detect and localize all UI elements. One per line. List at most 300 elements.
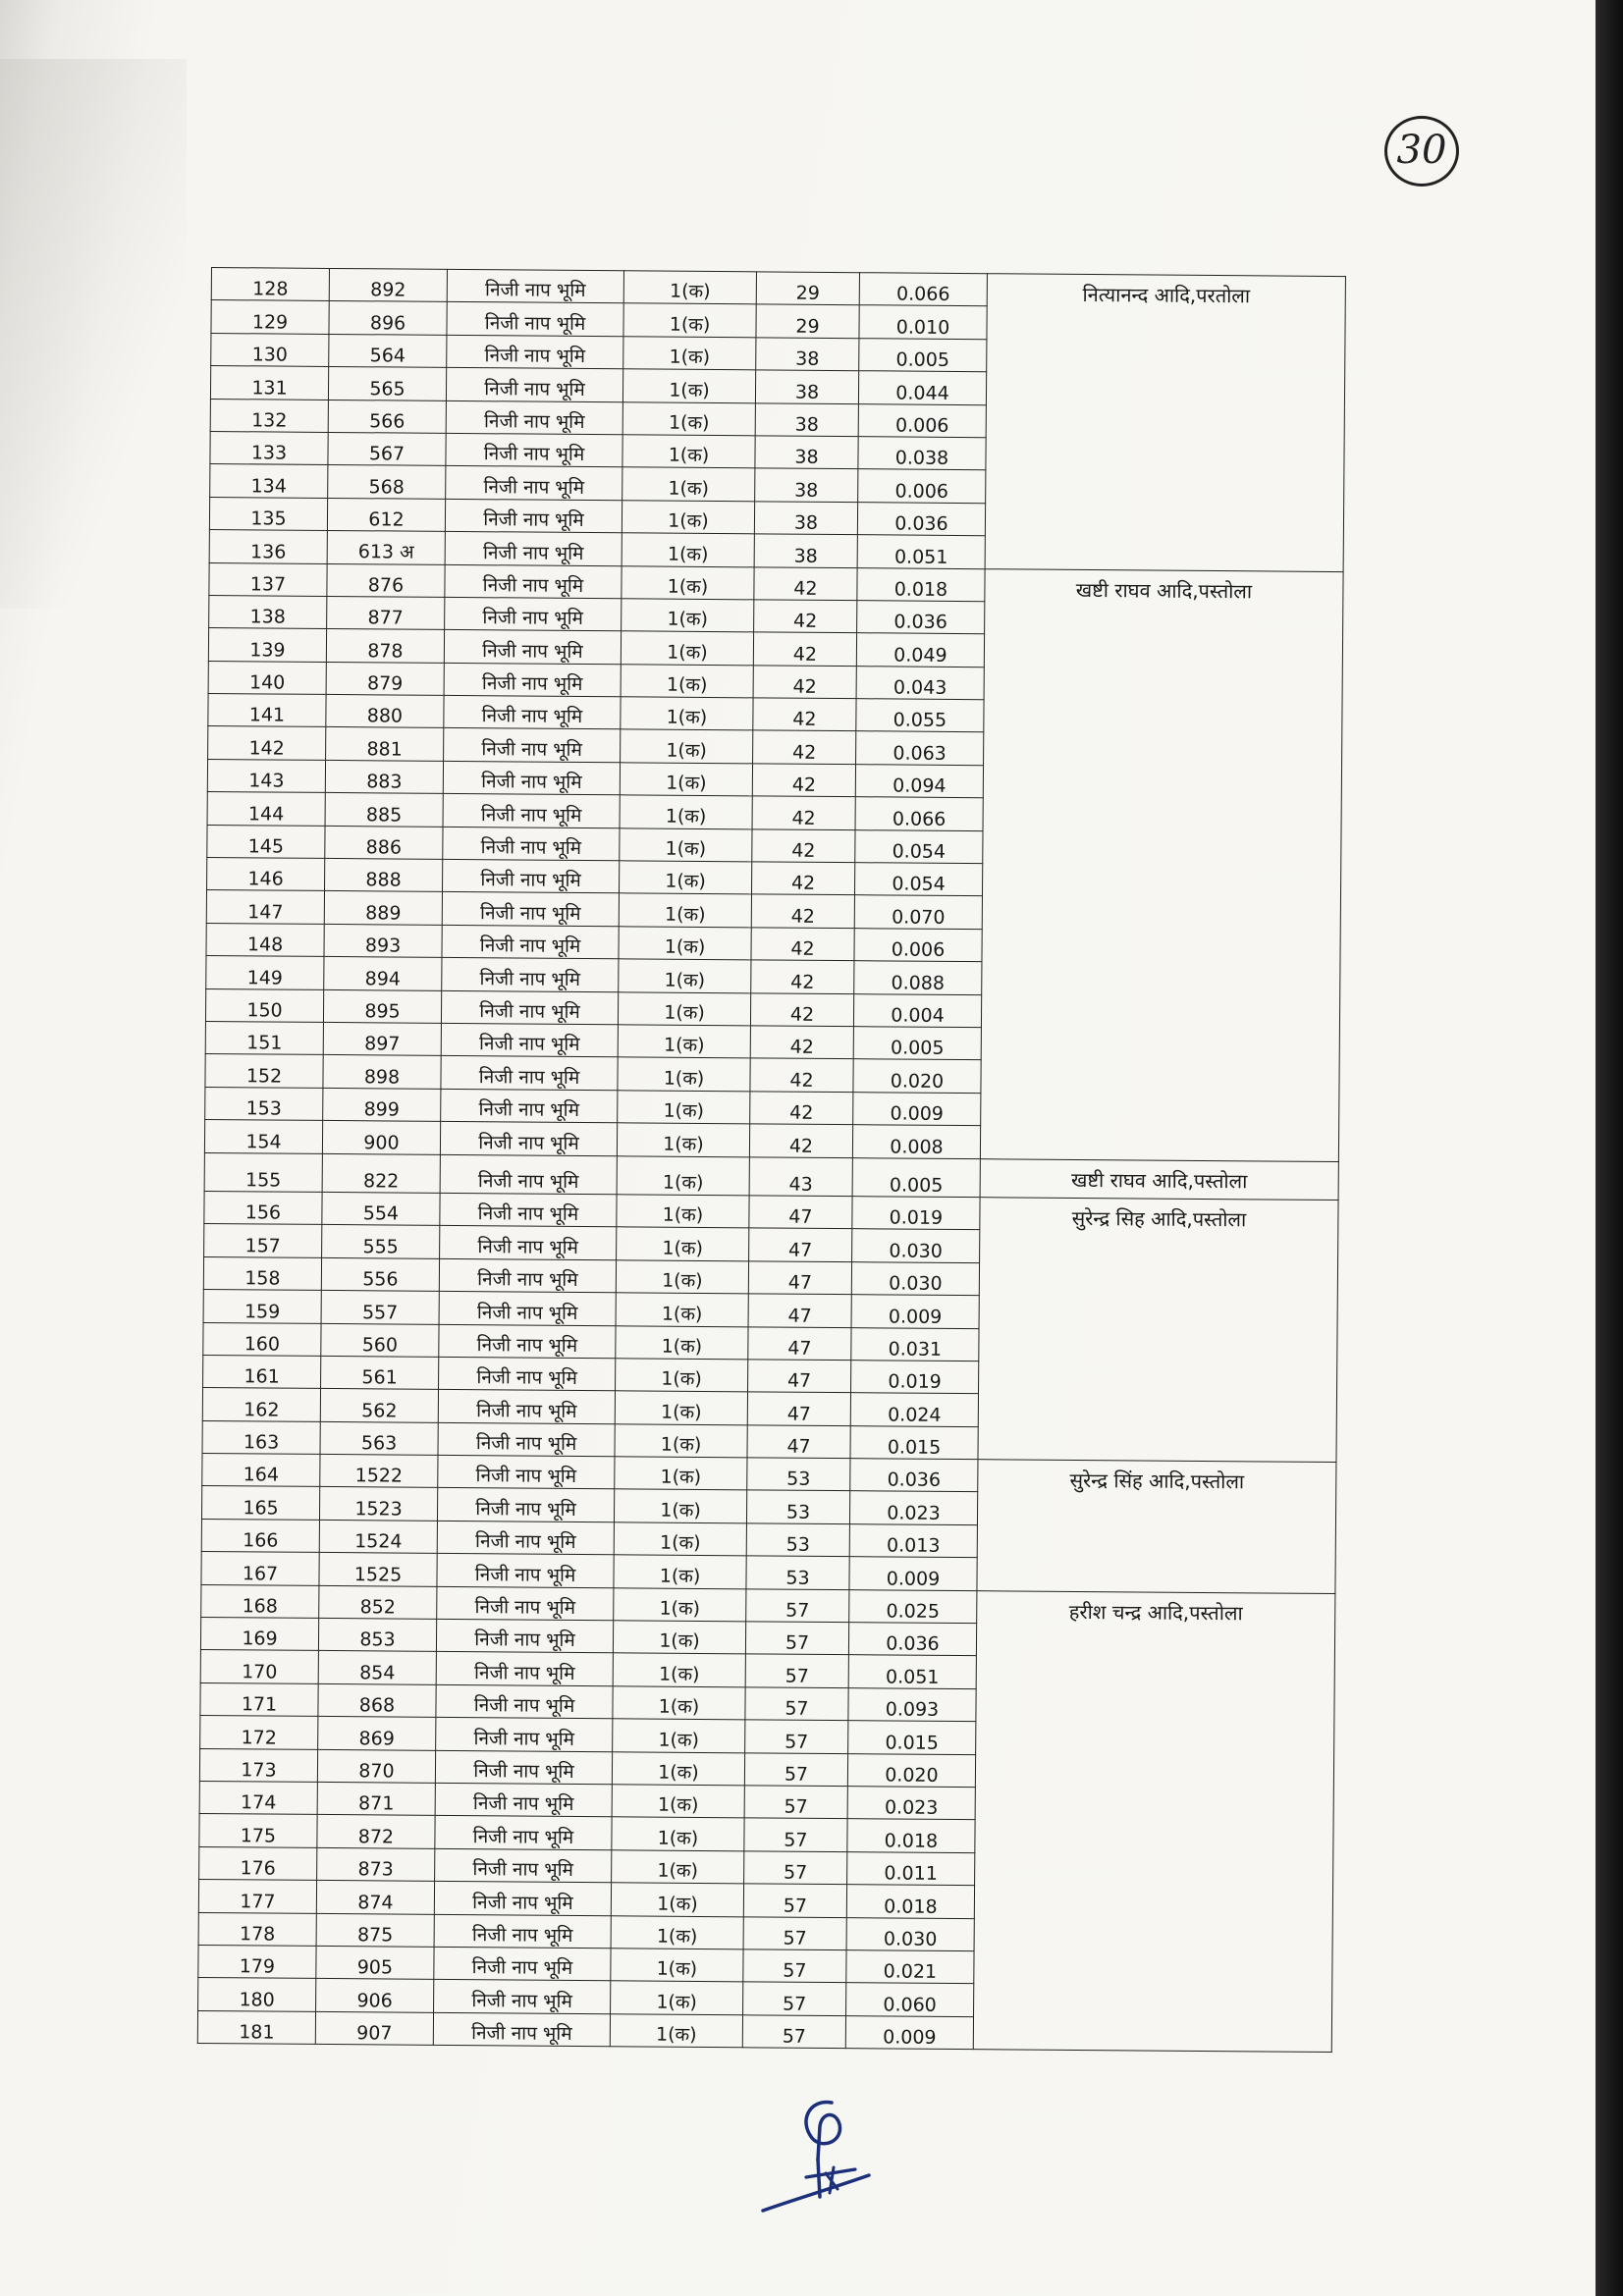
cell-category: 1(क) (613, 1621, 745, 1654)
cell-area: 0.038 (858, 437, 986, 470)
cell-category: 1(क) (612, 1817, 744, 1850)
cell-sn: 148 (206, 923, 324, 956)
cell-land-type: निजी नाप भूमि (444, 695, 621, 729)
cell-category: 1(क) (613, 1653, 745, 1686)
cell-sn: 169 (200, 1617, 318, 1650)
cell-sn: 163 (202, 1420, 320, 1454)
cell-khata: 57 (742, 2015, 845, 2049)
cell-khata: 42 (751, 928, 854, 961)
cell-khata: 47 (748, 1261, 851, 1295)
cell-land-type: निजी नाप भूमि (439, 1291, 616, 1325)
cell-area: 0.020 (853, 1059, 981, 1093)
cell-khata: 47 (748, 1294, 851, 1327)
cell-category: 1(क) (618, 1057, 750, 1091)
cell-plot: 560 (321, 1323, 439, 1357)
cell-land-type: निजी नाप भूमि (433, 2012, 610, 2047)
cell-area: 0.055 (856, 699, 984, 732)
cell-plot: 877 (327, 596, 445, 629)
cell-sn: 145 (207, 825, 325, 858)
cell-plot: 888 (325, 858, 443, 891)
cell-plot: 1522 (320, 1454, 438, 1487)
cell-category: 1(क) (615, 1457, 747, 1490)
cell-area: 0.005 (859, 338, 987, 371)
cell-sn: 175 (199, 1814, 317, 1847)
cell-land-type: निजी नाप भूमि (445, 564, 622, 599)
cell-land-type: निजी नाप भूमि (434, 1980, 611, 2014)
cell-area: 0.066 (855, 797, 983, 830)
cell-sn: 181 (197, 2010, 315, 2044)
cell-sn: 161 (203, 1355, 321, 1388)
cell-category: 1(क) (611, 1883, 743, 1916)
cell-area: 0.030 (852, 1229, 980, 1262)
cell-plot: 1524 (319, 1520, 437, 1553)
cell-land-type: निजी नाप भूमि (442, 925, 619, 959)
cell-category: 1(क) (612, 1785, 744, 1818)
cell-plot: 561 (321, 1356, 439, 1389)
cell-area: 0.009 (849, 1557, 977, 1590)
cell-plot: 854 (318, 1651, 436, 1684)
cell-plot: 557 (321, 1291, 439, 1324)
cell-sn: 135 (209, 497, 327, 530)
cell-category: 1(क) (623, 271, 756, 304)
cell-category: 1(क) (617, 1123, 749, 1156)
cell-land-type: निजी नाप भूमि (439, 1258, 616, 1293)
cell-land-type: निजी नाप भूमि (444, 630, 621, 665)
cell-plot: 554 (322, 1192, 440, 1225)
cell-area: 0.049 (856, 633, 984, 667)
cell-sn: 140 (208, 661, 326, 694)
cell-area: 0.024 (850, 1393, 978, 1426)
cell-land-type: निजी नाप भूमि (442, 958, 619, 992)
cell-khata: 47 (748, 1360, 851, 1393)
cell-khata: 42 (750, 1058, 853, 1092)
cell-plot: 564 (329, 334, 447, 367)
cell-land-type: निजी नाप भूमि (434, 1881, 611, 1915)
cell-khata: 42 (751, 894, 854, 928)
cell-plot: 898 (323, 1055, 441, 1089)
cell-area: 0.015 (850, 1425, 978, 1459)
cell-plot: 567 (328, 432, 446, 465)
cell-category: 1(क) (619, 959, 751, 992)
cell-land-type: निजी नाप भूमि (444, 663, 621, 697)
cell-sn: 172 (200, 1716, 318, 1749)
cell-land-type: निजी नाप भूमि (442, 892, 619, 927)
cell-sn: 128 (211, 268, 329, 301)
cell-plot: 885 (325, 793, 443, 827)
cell-category: 1(क) (615, 1423, 747, 1457)
cell-khata: 47 (749, 1228, 852, 1261)
cell-area: 0.020 (847, 1753, 975, 1787)
cell-owner: सुरेन्द्र सिह आदि,पस्तोला (978, 1198, 1338, 1463)
cell-land-type: निजी नाप भूमि (441, 1089, 618, 1123)
cell-sn: 157 (204, 1224, 322, 1257)
cell-khata: 38 (755, 370, 858, 403)
cell-area: 0.023 (849, 1491, 977, 1524)
cell-category: 1(क) (616, 1259, 748, 1293)
cell-plot: 886 (325, 826, 443, 859)
cell-area: 0.009 (851, 1295, 979, 1328)
cell-land-type: निजी नाप भूमि (439, 1324, 616, 1359)
cell-khata: 38 (755, 468, 858, 502)
cell-owner: हरीश चन्द्र आदि,पस्तोला (973, 1590, 1335, 2052)
cell-land-type: निजी नाप भूमि (436, 1684, 613, 1719)
cell-khata: 38 (754, 534, 857, 567)
cell-category: 1(क) (611, 1949, 743, 1982)
cell-khata: 57 (743, 1982, 846, 2015)
cell-khata: 38 (756, 338, 859, 371)
cell-owner: सुरेन्द्र सिंह आदि,पस्तोला (977, 1460, 1336, 1593)
cell-sn: 180 (198, 1978, 316, 2011)
cell-area: 0.070 (854, 895, 982, 929)
cell-sn: 174 (199, 1781, 317, 1814)
cell-khata: 42 (751, 862, 854, 895)
cell-category: 1(क) (622, 467, 755, 501)
cell-plot: 907 (315, 2011, 433, 2045)
cell-plot: 853 (318, 1618, 436, 1651)
cell-khata: 57 (746, 1588, 849, 1622)
cell-category: 1(क) (622, 501, 754, 534)
cell-khata: 47 (749, 1196, 852, 1229)
cell-khata: 53 (746, 1556, 849, 1589)
land-record-table (197, 267, 1346, 2053)
cell-owner: खष्टी राघव आदि,पस्तोला (980, 568, 1343, 1161)
cell-plot: 879 (326, 662, 444, 695)
cell-area: 0.018 (847, 1819, 975, 1852)
cell-area: 0.054 (854, 863, 982, 896)
cell-sn: 149 (206, 956, 324, 989)
cell-land-type: निजी नाप भूमि (435, 1750, 612, 1785)
cell-khata: 57 (743, 1916, 846, 1949)
cell-category: 1(क) (619, 893, 751, 927)
cell-area: 0.043 (856, 666, 984, 699)
cell-category: 1(क) (620, 795, 752, 828)
cell-khata: 43 (749, 1156, 852, 1196)
cell-land-type: निजी नाप भूमि (435, 1816, 612, 1850)
cell-area: 0.018 (857, 567, 985, 601)
cell-sn: 179 (198, 1945, 316, 1978)
cell-area: 0.005 (853, 1027, 981, 1060)
cell-category: 1(क) (613, 1719, 745, 1752)
cell-sn: 160 (203, 1322, 321, 1356)
cell-category: 1(क) (622, 533, 754, 566)
cell-land-type: निजी नाप भूमि (443, 859, 620, 893)
cell-area: 0.004 (853, 993, 981, 1027)
cell-sn: 143 (207, 759, 325, 792)
cell-plot: 822 (322, 1153, 440, 1193)
cell-plot: 889 (324, 891, 442, 925)
cell-land-type: निजी नाप भूमि (438, 1422, 615, 1457)
cell-area: 0.036 (848, 1623, 976, 1656)
cell-area: 0.063 (856, 731, 984, 765)
cell-category: 1(क) (614, 1587, 746, 1621)
cell-plot: 874 (316, 1881, 434, 1914)
cell-khata: 57 (743, 1884, 846, 1917)
cell-category: 1(क) (621, 729, 753, 763)
cell-plot: 868 (318, 1683, 436, 1717)
cell-area: 0.019 (851, 1361, 979, 1394)
cell-area: 0.018 (846, 1885, 974, 1918)
cell-land-type: निजी नाप भूमि (435, 1848, 612, 1883)
cell-plot: 875 (316, 1913, 434, 1947)
cell-sn: 155 (204, 1152, 322, 1192)
cell-area: 0.021 (846, 1950, 974, 1984)
cell-khata: 53 (746, 1523, 849, 1557)
cell-khata: 29 (756, 304, 859, 338)
cell-land-type: निजी नाप भूमि (446, 433, 622, 467)
cell-khata: 57 (745, 1687, 848, 1721)
cell-category: 1(क) (617, 1155, 749, 1195)
cell-category: 1(क) (610, 2013, 742, 2047)
cell-plot: 895 (323, 989, 441, 1023)
cell-category: 1(क) (618, 1091, 750, 1124)
cell-land-type: निजी नाप भूमि (443, 827, 620, 861)
cell-category: 1(क) (620, 828, 752, 861)
cell-category: 1(क) (611, 1981, 743, 2014)
cell-area: 0.013 (849, 1523, 977, 1557)
cell-plot: 1525 (319, 1553, 437, 1586)
cell-category: 1(क) (616, 1325, 748, 1359)
scan-edge (1596, 0, 1623, 2296)
cell-land-type: निजी नाप भूमि (437, 1488, 614, 1522)
cell-area: 0.030 (846, 1917, 974, 1950)
cell-sn: 167 (201, 1552, 319, 1585)
cell-sn: 146 (207, 858, 325, 891)
cell-land-type: निजी नाप भूमि (445, 597, 622, 631)
cell-category: 1(क) (623, 337, 756, 370)
cell-sn: 130 (211, 333, 329, 366)
page-fold-shadow (0, 59, 187, 609)
page-number-stamp: 30 (1384, 116, 1459, 187)
cell-land-type: निजी नाप भूमि (441, 1056, 618, 1091)
cell-plot: 566 (328, 400, 446, 433)
cell-land-type: निजी नाप भूमि (438, 1390, 615, 1424)
cell-land-type: निजी नाप भूमि (441, 990, 618, 1025)
cell-area: 0.015 (848, 1721, 976, 1754)
cell-category: 1(क) (614, 1489, 746, 1522)
signature (761, 2091, 889, 2218)
cell-sn: 162 (202, 1388, 320, 1421)
cell-area: 0.023 (847, 1787, 975, 1820)
cell-category: 1(क) (620, 763, 752, 796)
cell-land-type: निजी नाप भूमि (445, 499, 622, 533)
cell-sn: 141 (208, 694, 326, 727)
cell-land-type: निजी नाप भूमि (440, 1193, 617, 1227)
cell-khata: 42 (753, 666, 856, 699)
cell-category: 1(क) (613, 1686, 745, 1720)
cell-land-type: निजी नाप भूमि (447, 335, 623, 369)
cell-khata: 38 (755, 402, 858, 436)
cell-category: 1(क) (623, 303, 756, 337)
cell-khata: 47 (748, 1326, 851, 1360)
cell-area: 0.093 (848, 1687, 976, 1721)
cell-plot: 852 (319, 1585, 437, 1619)
cell-khata: 57 (745, 1654, 848, 1687)
cell-plot: 870 (317, 1749, 435, 1783)
cell-plot: 883 (325, 760, 443, 793)
cell-category: 1(क) (618, 991, 750, 1025)
cell-khata: 42 (754, 600, 857, 633)
cell-category: 1(क) (612, 1850, 744, 1884)
cell-category: 1(क) (614, 1555, 746, 1588)
cell-sn: 158 (203, 1256, 321, 1290)
cell-khata: 42 (753, 698, 856, 731)
cell-plot: 1523 (319, 1487, 437, 1521)
cell-category: 1(क) (614, 1522, 746, 1556)
cell-area: 0.025 (849, 1589, 977, 1623)
cell-area: 0.009 (845, 2015, 973, 2049)
cell-sn: 139 (208, 628, 326, 662)
cell-sn: 165 (201, 1486, 319, 1520)
cell-khata: 42 (752, 796, 855, 829)
cell-area: 0.051 (848, 1655, 976, 1688)
cell-category: 1(क) (619, 927, 751, 960)
cell-sn: 156 (204, 1191, 322, 1224)
cell-land-type: निजी नाप भूमि (443, 794, 620, 828)
cell-area: 0.009 (853, 1092, 981, 1125)
cell-khata: 42 (752, 828, 855, 862)
cell-khata: 38 (754, 502, 857, 535)
cell-category: 1(क) (622, 401, 755, 435)
cell-plot: 562 (320, 1389, 438, 1422)
cell-khata: 57 (744, 1818, 847, 1851)
cell-khata: 57 (744, 1786, 847, 1819)
cell-khata: 57 (744, 1851, 847, 1885)
cell-plot: 869 (318, 1717, 436, 1750)
cell-plot: 881 (326, 727, 444, 761)
cell-land-type: निजी नाप भूमि (436, 1718, 613, 1752)
cell-category: 1(क) (618, 1025, 750, 1058)
cell-plot: 556 (321, 1257, 439, 1291)
cell-area: 0.008 (852, 1125, 980, 1158)
cell-area: 0.031 (851, 1327, 979, 1361)
cell-category: 1(क) (617, 1227, 749, 1260)
cell-land-type: निजी नाप भूमि (447, 302, 623, 337)
cell-area: 0.010 (859, 305, 987, 339)
cell-land-type: निजी नाप भूमि (437, 1521, 614, 1555)
cell-sn: 166 (201, 1519, 319, 1552)
cell-category: 1(क) (617, 1195, 749, 1228)
cell-khata: 42 (754, 566, 857, 600)
cell-owner: नित्यानन्द आदि,परतोला (985, 274, 1345, 571)
cell-plot: 563 (320, 1421, 438, 1455)
cell-sn: 129 (211, 300, 329, 334)
cell-land-type: निजी नाप भूमि (436, 1619, 613, 1653)
cell-area: 0.030 (851, 1261, 979, 1295)
cell-sn: 144 (207, 792, 325, 826)
cell-land-type: निजी नाप भूमि (440, 1226, 617, 1260)
cell-category: 1(क) (611, 1915, 743, 1949)
cell-sn: 178 (198, 1912, 316, 1946)
cell-area: 0.005 (852, 1157, 980, 1197)
cell-plot: 905 (316, 1946, 434, 1979)
cell-khata: 42 (750, 1026, 853, 1059)
cell-land-type: निजी नाप भूमि (437, 1554, 614, 1588)
cell-land-type: निजी नाप भूमि (447, 269, 623, 303)
cell-area: 0.011 (847, 1851, 975, 1885)
cell-khata: 42 (753, 632, 856, 666)
cell-plot: 565 (328, 367, 446, 400)
cell-land-type: निजी नाप भूमि (446, 368, 622, 402)
cell-plot: 878 (326, 629, 444, 663)
cell-khata: 53 (747, 1458, 850, 1491)
cell-sn: 137 (209, 562, 327, 596)
cell-land-type: निजी नाप भूमि (437, 1586, 614, 1621)
cell-land-type: निजी नाप भूमि (435, 1783, 612, 1817)
cell-sn: 154 (204, 1120, 322, 1153)
table-body (197, 268, 1345, 2053)
cell-sn: 138 (209, 595, 327, 628)
cell-khata: 42 (753, 730, 856, 764)
cell-category: 1(क) (621, 631, 753, 665)
cell-area: 0.044 (858, 371, 986, 404)
cell-plot: 873 (317, 1847, 435, 1881)
cell-plot: 613 अ (327, 531, 445, 564)
cell-khata: 42 (749, 1124, 852, 1157)
cell-area: 0.036 (857, 601, 985, 634)
cell-category: 1(क) (622, 599, 754, 632)
cell-khata: 29 (756, 272, 859, 305)
cell-sn: 132 (210, 399, 328, 432)
cell-category: 1(क) (620, 861, 752, 894)
cell-category: 1(क) (621, 664, 753, 697)
cell-sn: 151 (205, 1021, 323, 1054)
cell-khata: 53 (746, 1490, 849, 1523)
cell-area: 0.006 (854, 928, 982, 961)
cell-sn: 134 (210, 464, 328, 498)
cell-khata: 57 (743, 1949, 846, 1983)
cell-plot: 896 (329, 301, 447, 335)
cell-khata: 42 (752, 764, 855, 797)
cell-khata: 42 (751, 960, 854, 993)
cell-land-type: निजी नाप भूमि (440, 1154, 617, 1195)
cell-plot: 555 (322, 1225, 440, 1258)
cell-category: 1(क) (622, 565, 754, 599)
cell-area: 0.094 (855, 765, 983, 798)
cell-khata: 57 (744, 1752, 847, 1786)
cell-sn: 173 (199, 1748, 317, 1782)
cell-land-type: निजी नाप भूमि (436, 1652, 613, 1686)
cell-category: 1(क) (622, 369, 755, 402)
cell-area: 0.051 (857, 535, 985, 568)
cell-plot: 871 (317, 1782, 435, 1815)
cell-land-type: निजी नाप भूमि (439, 1357, 616, 1391)
cell-plot: 900 (322, 1121, 440, 1154)
cell-land-type: निजी नाप भूमि (434, 1914, 611, 1949)
cell-sn: 131 (210, 366, 328, 400)
cell-plot: 897 (323, 1022, 441, 1055)
cell-land-type: निजी नाप भूमि (441, 1023, 618, 1057)
cell-khata: 47 (747, 1424, 850, 1458)
cell-area: 0.054 (855, 829, 983, 863)
cell-sn: 152 (205, 1054, 323, 1088)
cell-khata: 38 (755, 436, 858, 469)
cell-category: 1(क) (621, 697, 753, 730)
cell-sn: 142 (208, 726, 326, 760)
cell-land-type: निजी नाप भूमि (438, 1455, 615, 1489)
cell-land-type: निजी नाप भूमि (440, 1122, 617, 1156)
cell-sn: 136 (209, 530, 327, 563)
cell-area: 0.088 (854, 961, 982, 994)
cell-land-type: निजी नाप भूमि (443, 761, 620, 795)
cell-sn: 159 (203, 1290, 321, 1323)
cell-sn: 171 (200, 1682, 318, 1716)
cell-sn: 177 (198, 1880, 316, 1913)
cell-plot: 894 (324, 957, 442, 990)
cell-khata: 57 (745, 1622, 848, 1655)
cell-plot: 876 (327, 563, 445, 597)
cell-category: 1(क) (616, 1359, 748, 1392)
cell-sn: 150 (205, 988, 323, 1022)
